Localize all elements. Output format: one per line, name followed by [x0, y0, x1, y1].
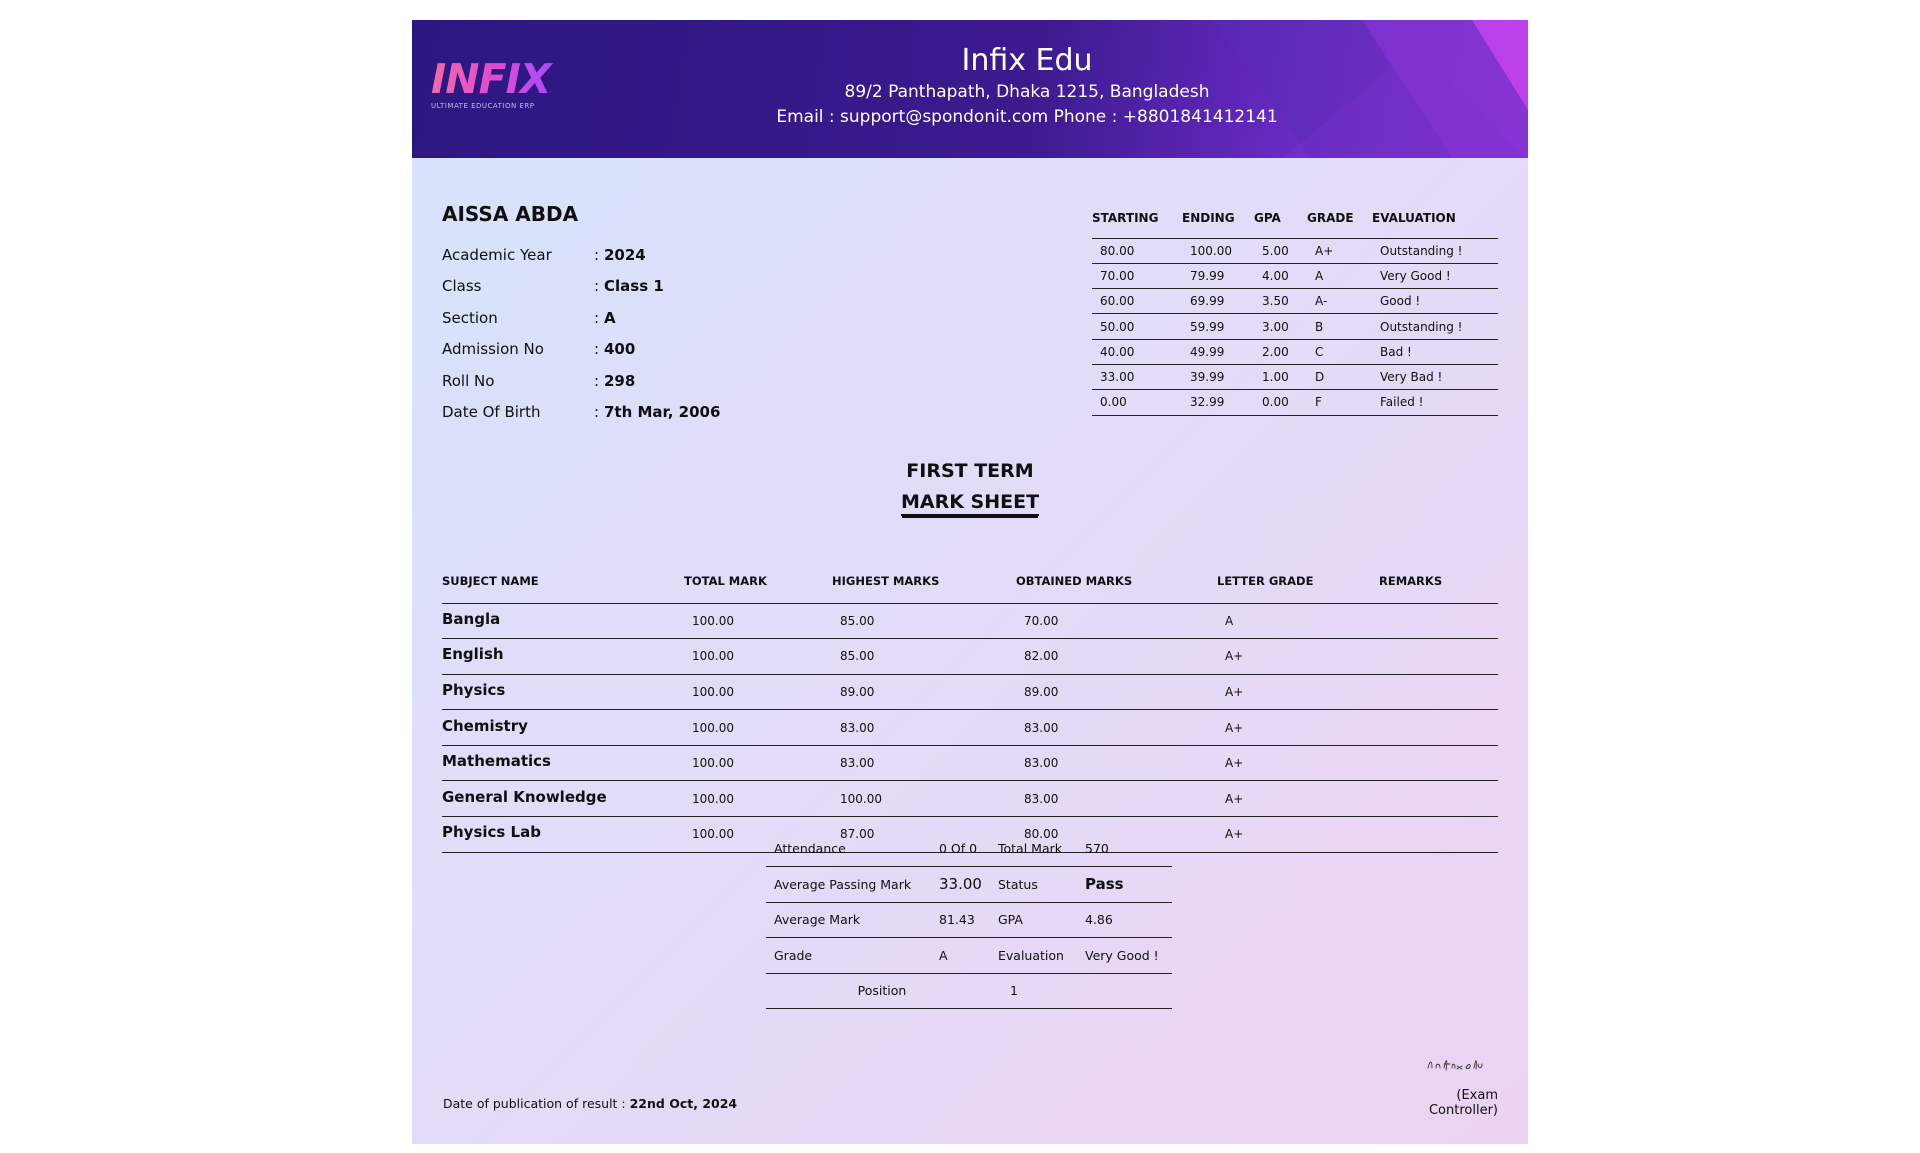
info-label: Admission No [442, 340, 544, 359]
remarks [1379, 781, 1498, 817]
mark-sheet [412, 20, 1528, 1144]
grade-value: A [931, 938, 990, 974]
info-row-class: Class : Class 1 [442, 277, 664, 296]
evaluation-label: Evaluation [990, 938, 1077, 974]
highest-marks: 85.00 [832, 639, 1016, 675]
publication-label: Date of publication of result : [443, 1096, 630, 1111]
subject-name: Mathematics [442, 745, 684, 781]
signature-image [1424, 1054, 1484, 1074]
table-cell: Very Bad ! [1372, 364, 1498, 389]
table-cell: Good ! [1372, 289, 1498, 314]
table-row [442, 639, 1498, 675]
total-mark: 100.00 [684, 674, 832, 710]
table-row [442, 674, 1498, 710]
status-value: Pass [1077, 867, 1172, 903]
table-cell: 80.00 [1092, 238, 1182, 263]
table-row [1092, 238, 1498, 263]
attendance-label: Attendance [766, 831, 931, 867]
table-cell: A- [1307, 289, 1372, 314]
info-value: 7th Mar, 2006 [604, 403, 721, 422]
exam-controller-label: (Exam Controller) [1428, 1088, 1498, 1118]
info-value: 400 [604, 340, 636, 359]
summary-row [766, 867, 1172, 903]
table-row [1092, 289, 1498, 314]
logo-wordmark: INFIX [431, 58, 555, 100]
total-mark: 100.00 [684, 817, 832, 853]
average-passing-mark-value: 33.00 [931, 867, 990, 903]
obtained-marks: 89.00 [1016, 674, 1217, 710]
letter-grade: A [1217, 603, 1379, 639]
table-cell: 70.00 [1092, 263, 1182, 288]
school-contact: Email : support@spondonit.com Phone : +8801841412141 [776, 107, 1278, 127]
subject-name: Physics Lab [442, 817, 684, 853]
info-value: Class 1 [604, 277, 664, 296]
school-name: Infix Edu [961, 43, 1093, 78]
school-info [612, 42, 1442, 130]
remarks [1379, 745, 1498, 781]
mark-sheet-title [412, 491, 1528, 516]
gpa-value: 4.86 [1077, 902, 1172, 938]
table-row [1092, 314, 1498, 339]
info-row-admission-no: Admission No : 400 [442, 340, 636, 359]
average-mark-label: Average Mark [766, 902, 931, 938]
table-cell: Very Good ! [1372, 263, 1498, 288]
table-row [1092, 390, 1498, 415]
summary-row [766, 973, 1172, 1009]
info-value: A [604, 308, 616, 327]
marks-table [442, 560, 1498, 853]
column-header: GRADE [1307, 206, 1372, 238]
column-header: EVALUATION [1372, 206, 1498, 238]
total-mark: 100.00 [684, 603, 832, 639]
attendance-value: 0 Of 0 [931, 831, 990, 867]
result-summary-table [766, 831, 1172, 1009]
infix-logo [431, 55, 555, 116]
subject-name: General Knowledge [442, 781, 684, 817]
info-label: Roll No [442, 371, 495, 390]
table-cell: 49.99 [1182, 339, 1254, 364]
total-mark: 100.00 [684, 745, 832, 781]
table-cell: 4.00 [1254, 263, 1307, 288]
table-cell: 59.99 [1182, 314, 1254, 339]
column-header: OBTAINED MARKS [1016, 560, 1217, 603]
table-cell: Failed ! [1372, 390, 1498, 415]
table-cell: 0.00 [1092, 390, 1182, 415]
obtained-marks: 83.00 [1016, 745, 1217, 781]
school-header [412, 20, 1528, 158]
highest-marks: 100.00 [832, 781, 1016, 817]
info-row-date-of-birth: Date Of Birth : 7th Mar, 2006 [442, 403, 721, 422]
column-header: LETTER GRADE [1217, 560, 1379, 603]
info-label: Section [442, 308, 498, 327]
gpa-label: GPA [990, 902, 1077, 938]
total-mark: 100.00 [684, 781, 832, 817]
letter-grade: A+ [1217, 710, 1379, 746]
table-row [442, 710, 1498, 746]
table-cell: 100.00 [1182, 238, 1254, 263]
table-cell: 1.00 [1254, 364, 1307, 389]
column-header: ENDING [1182, 206, 1254, 238]
remarks [1379, 639, 1498, 675]
column-header: SUBJECT NAME [442, 560, 684, 603]
table-cell: D [1307, 364, 1372, 389]
table-cell: 50.00 [1092, 314, 1182, 339]
summary-row [766, 938, 1172, 974]
letter-grade: A+ [1217, 817, 1379, 853]
info-label: Class [442, 277, 482, 296]
position-label: Position [766, 973, 990, 1009]
info-row-section: Section : A [442, 308, 616, 327]
table-cell: 3.50 [1254, 289, 1307, 314]
table-row [442, 603, 1498, 639]
table-cell: 39.99 [1182, 364, 1254, 389]
table-row [1092, 339, 1498, 364]
column-header: STARTING [1092, 206, 1182, 238]
marks-header [442, 560, 1498, 603]
grade-scale-table [1092, 206, 1498, 416]
table-cell: C [1307, 339, 1372, 364]
mark-sheet-title-text: MARK SHEET [901, 491, 1039, 516]
total-mark: 100.00 [684, 639, 832, 675]
obtained-marks: 80.00 [1016, 817, 1217, 853]
obtained-marks: 83.00 [1016, 710, 1217, 746]
student-name: AISSA ABDA [442, 202, 579, 226]
table-cell: 3.00 [1254, 314, 1307, 339]
letter-grade: A+ [1217, 674, 1379, 710]
student-info [442, 239, 720, 428]
table-cell: A [1307, 263, 1372, 288]
info-row-academic-year: Academic Year : 2024 [442, 245, 646, 264]
remarks [1379, 710, 1498, 746]
table-row [1092, 364, 1498, 389]
table-cell: 79.99 [1182, 263, 1254, 288]
letter-grade: A+ [1217, 639, 1379, 675]
obtained-marks: 70.00 [1016, 603, 1217, 639]
highest-marks: 85.00 [832, 603, 1016, 639]
table-cell: Outstanding ! [1372, 238, 1498, 263]
position-value: 1 [990, 973, 1172, 1009]
table-row [442, 781, 1498, 817]
table-cell: Outstanding ! [1372, 314, 1498, 339]
table-cell: Bad ! [1372, 339, 1498, 364]
table-cell: 69.99 [1182, 289, 1254, 314]
info-row-roll-no: Roll No : 298 [442, 371, 636, 390]
summary-row [766, 902, 1172, 938]
table-cell: 40.00 [1092, 339, 1182, 364]
highest-marks: 83.00 [832, 710, 1016, 746]
letter-grade: A+ [1217, 745, 1379, 781]
column-header: HIGHEST MARKS [832, 560, 1016, 603]
subject-name: Chemistry [442, 710, 684, 746]
total-mark-value: 570 [1077, 831, 1172, 867]
publication-date-line [443, 1096, 737, 1111]
table-cell: F [1307, 390, 1372, 415]
table-cell: A+ [1307, 238, 1372, 263]
info-value: 2024 [604, 245, 646, 264]
highest-marks: 89.00 [832, 674, 1016, 710]
table-cell: 32.99 [1182, 390, 1254, 415]
average-passing-mark-label: Average Passing Mark [766, 867, 931, 903]
highest-marks: 87.00 [832, 817, 1016, 853]
term-title: FIRST TERM [906, 460, 1034, 482]
status-label: Status [990, 867, 1077, 903]
info-value: 298 [604, 371, 636, 390]
publication-date: 22nd Oct, 2024 [629, 1096, 738, 1111]
subject-name: Physics [442, 674, 684, 710]
letter-grade: A+ [1217, 781, 1379, 817]
table-cell: B [1307, 314, 1372, 339]
table-cell: 33.00 [1092, 364, 1182, 389]
table-row [442, 745, 1498, 781]
column-header: TOTAL MARK [684, 560, 832, 603]
info-label: Academic Year [442, 245, 552, 264]
remarks [1379, 674, 1498, 710]
highest-marks: 83.00 [832, 745, 1016, 781]
subject-name: Bangla [442, 603, 684, 639]
summary-row [766, 831, 1172, 867]
table-cell: 0.00 [1254, 390, 1307, 415]
evaluation-value: Very Good ! [1077, 938, 1172, 974]
column-header: GPA [1254, 206, 1307, 238]
info-label: Date Of Birth [442, 403, 541, 422]
table-cell: 2.00 [1254, 339, 1307, 364]
obtained-marks: 82.00 [1016, 639, 1217, 675]
remarks [1379, 817, 1498, 853]
table-cell: 60.00 [1092, 289, 1182, 314]
column-header: REMARKS [1379, 560, 1498, 603]
table-row [1092, 263, 1498, 288]
grade-scale-header [1092, 206, 1498, 238]
total-mark: 100.00 [684, 710, 832, 746]
average-mark-value: 81.43 [931, 902, 990, 938]
total-mark-label: Total Mark [990, 831, 1077, 867]
subject-name: English [442, 639, 684, 675]
school-address: 89/2 Panthapath, Dhaka 1215, Bangladesh [844, 82, 1210, 102]
logo-tagline: ULTIMATE EDUCATION ERP [431, 102, 535, 110]
table-cell: 5.00 [1254, 238, 1307, 263]
remarks [1379, 603, 1498, 639]
grade-label: Grade [766, 938, 931, 974]
obtained-marks: 83.00 [1016, 781, 1217, 817]
